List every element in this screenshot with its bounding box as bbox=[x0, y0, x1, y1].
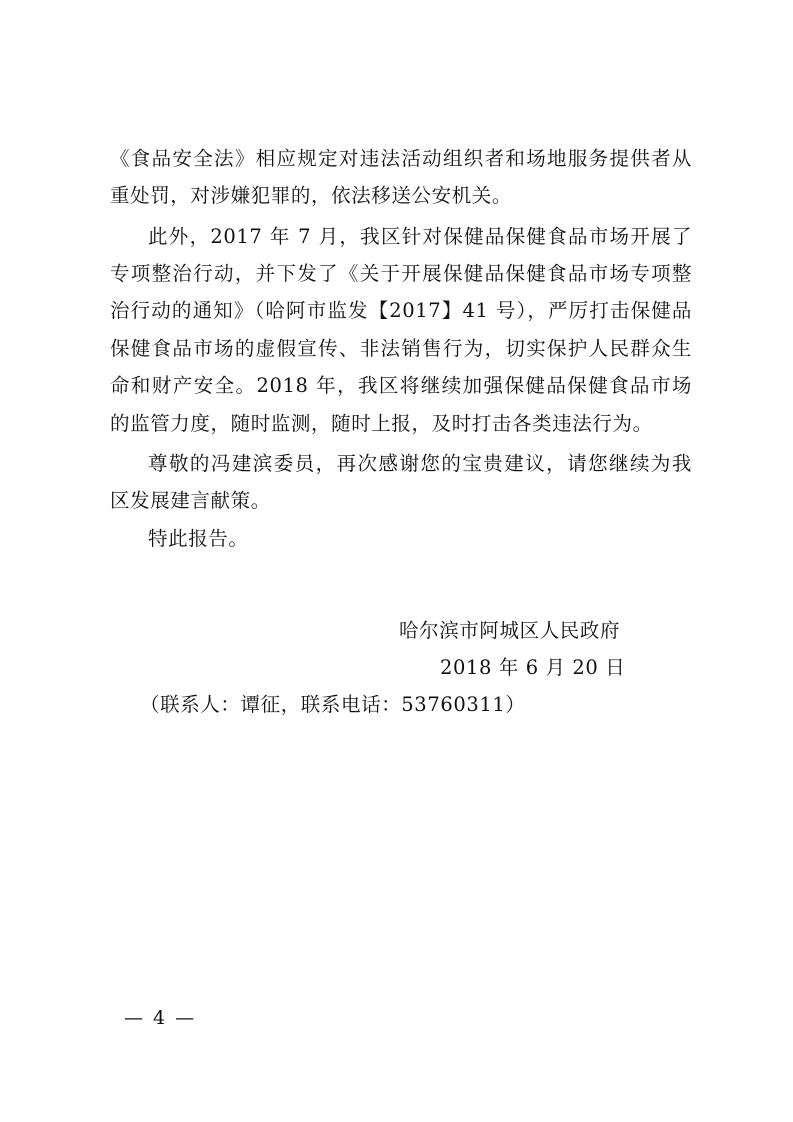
paragraph-3-line-1: 尊敬的冯建滨委员，再次感谢您的宝贵建议，请您继续为我 bbox=[148, 452, 692, 475]
signature-organization: 哈尔滨市阿城区人民政府 bbox=[399, 619, 621, 642]
paragraph-2-line-1: 此外，2017 年 7 月，我区针对保健品保健食品市场开展了 bbox=[148, 225, 692, 248]
paragraph-2-line-4: 保健食品市场的虚假宣传、非法销售行为，切实保护人民群众生 bbox=[110, 337, 692, 360]
closing-text: 特此报告。 bbox=[148, 527, 249, 550]
paragraph-2-line-6: 的监管力度，随时监测，随时上报，及时打击各类违法行为。 bbox=[110, 412, 653, 435]
paragraph-2-line-5: 命和财产安全。2018 年，我区将继续加强保健品保健食品市场 bbox=[110, 374, 692, 397]
paragraph-1-line-1: 《食品安全法》相应规定对违法活动组织者和场地服务提供者从 bbox=[110, 147, 692, 170]
contact-info: （联系人：谭征，联系电话：53760311） bbox=[140, 693, 526, 716]
paragraph-2-line-2: 专项整治行动，并下发了《关于开展保健品保健食品市场专项整 bbox=[110, 262, 692, 285]
paragraph-1-line-2: 重处罚，对涉嫌犯罪的，依法移送公安机关。 bbox=[110, 184, 513, 207]
paragraph-2-line-3: 治行动的通知》（哈阿市监发【2017】41 号），严厉打击保健品 bbox=[110, 299, 692, 322]
paragraph-3-line-2: 区发展建言献策。 bbox=[110, 489, 271, 512]
page-number: — 4 — bbox=[124, 1007, 197, 1029]
signature-date: 2018 年 6 月 20 日 bbox=[440, 656, 626, 679]
